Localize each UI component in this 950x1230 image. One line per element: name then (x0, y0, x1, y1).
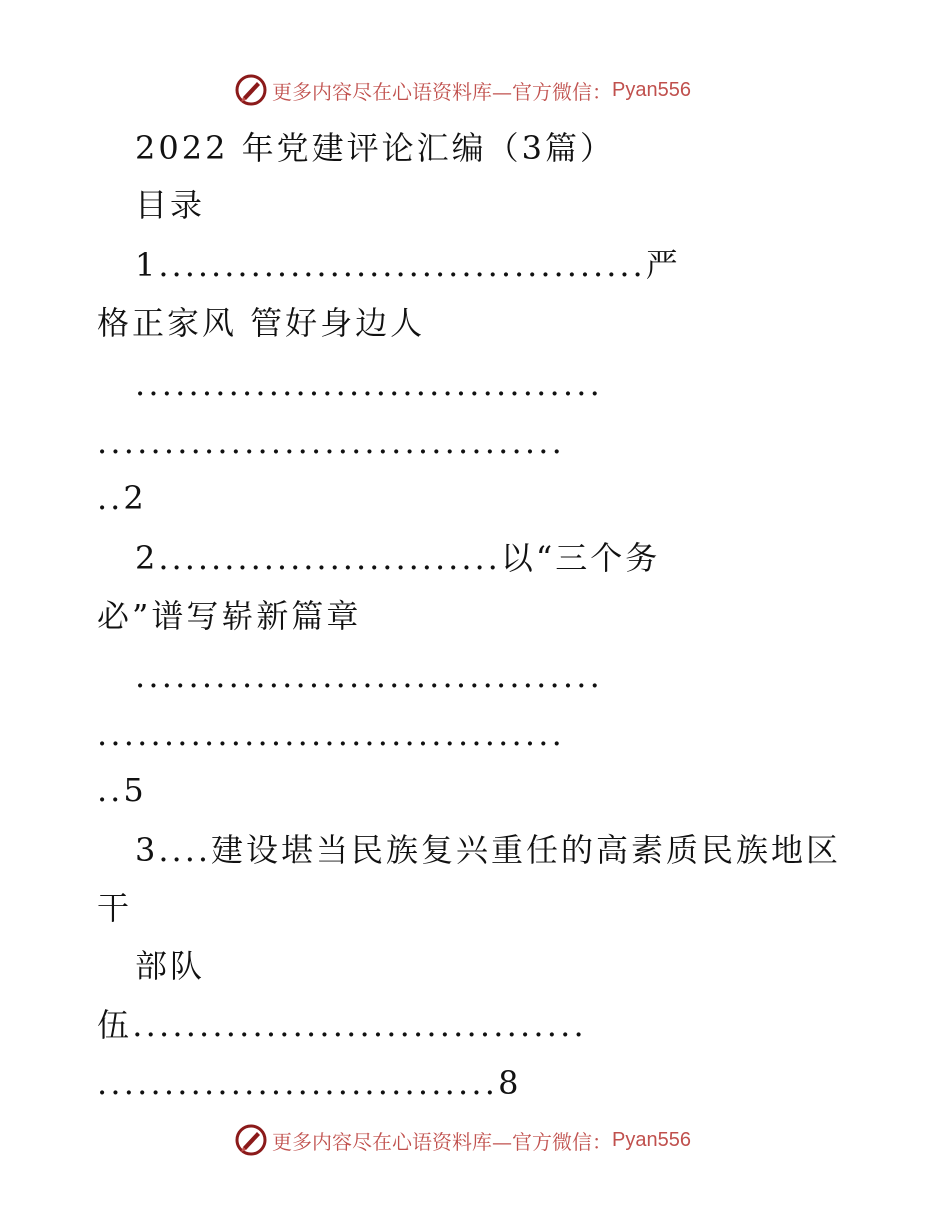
pen-logo-icon (234, 73, 268, 107)
toc-entry-3-page: ..............................8 (97, 1064, 522, 1102)
toc-entry-2-lead: 2..........................以“三个务 (135, 539, 661, 577)
toc-entry-3-lead: 3....建设堪当民族复兴重任的高素质民族地区 (135, 831, 842, 869)
toc-entry-3-title: 干 (97, 889, 133, 927)
toc-entry-2-page: ..5 (97, 771, 147, 809)
toc-entry-1-title: 格正家风 管好身边人 (97, 304, 426, 342)
header-watermark (234, 70, 691, 110)
toc-entry-1-leader-a: ................................... (135, 365, 604, 403)
toc-heading: 目录 (135, 186, 206, 224)
watermark-text: 更多内容尽在心语资料库—官方微信： (272, 79, 612, 104)
toc-entry-3-title-2: 部队 (135, 947, 206, 985)
footer-watermark (234, 1120, 691, 1160)
toc-entry-1-leader-b: ................................... (97, 423, 566, 461)
toc-entry-2-leader-b: ................................... (97, 715, 566, 753)
watermark-wechat-id: Pyan556 (612, 1128, 691, 1151)
watermark-wechat-id: Pyan556 (612, 78, 691, 101)
toc-entry-2-leader-a: ................................... (135, 657, 604, 695)
document-title: 2022 年党建评论汇编（3篇） (135, 129, 615, 167)
pen-logo-icon (234, 1123, 268, 1157)
toc-entry-3-leader-a: 伍.................................. (97, 1006, 587, 1044)
toc-entry-2-title: 必”谱写崭新篇章 (97, 597, 362, 635)
watermark-text: 更多内容尽在心语资料库—官方微信： (272, 1129, 612, 1154)
toc-entry-1-lead: 1.....................................严 (135, 246, 681, 284)
toc-entry-1-page: ..2 (97, 479, 147, 517)
